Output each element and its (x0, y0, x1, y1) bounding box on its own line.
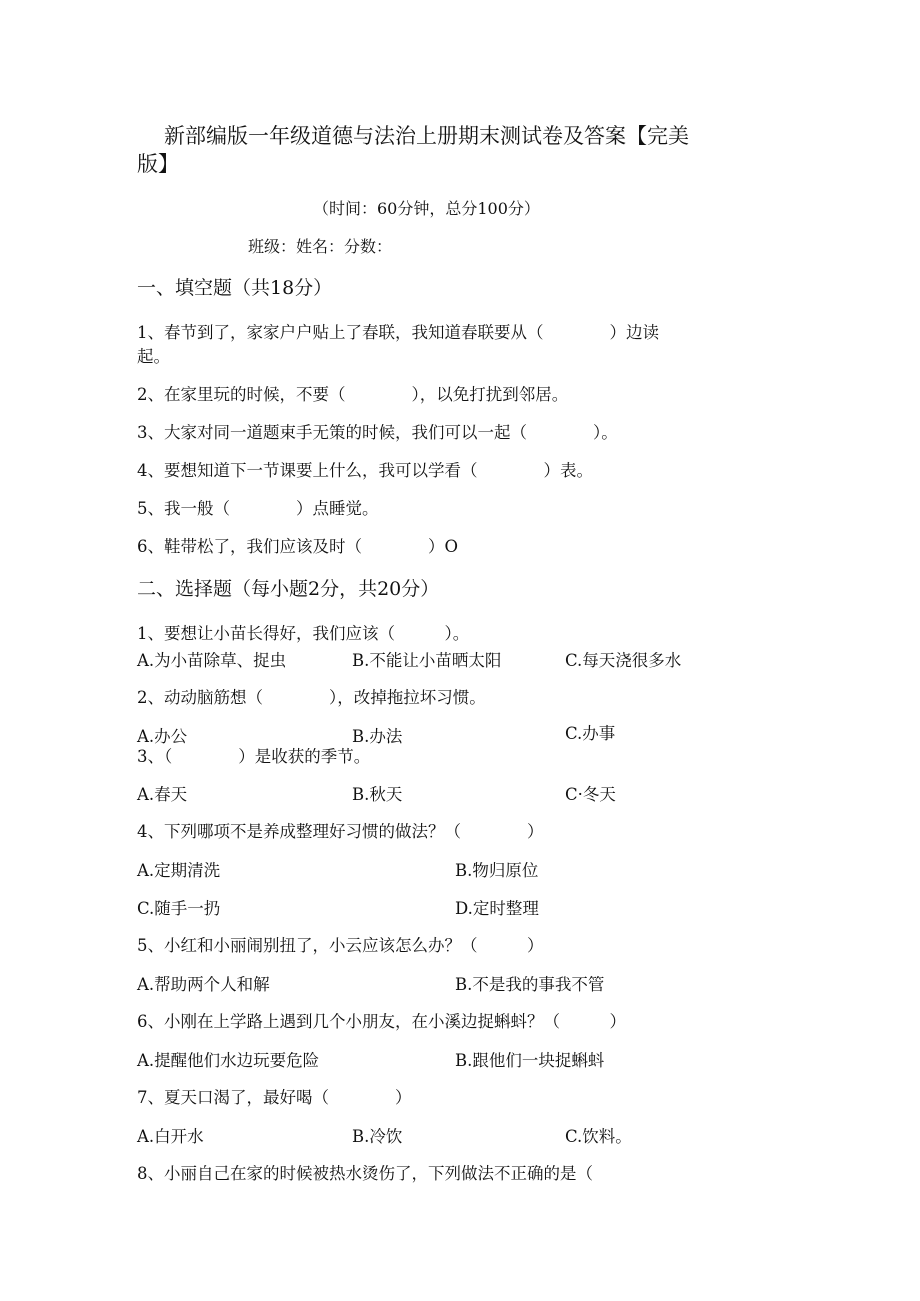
s2-q4-option-b: B.物归原位 (455, 861, 539, 880)
s2-q7-option-c: C.饮料。 (565, 1127, 632, 1146)
s1-question-1-line1: 1、春节到了，家家户户贴上了春联，我知道春联要从（ ）边读 (137, 323, 659, 342)
s2-q3-option-b: B.秋天 (352, 785, 403, 804)
s1-question-1-line2: 起。 (137, 347, 170, 366)
time-info: （时间：60分钟，总分100分） (313, 199, 540, 218)
s2-question-7: 7、夏天口渴了，最好喝（ ） (137, 1088, 412, 1107)
s2-question-6: 6、小刚在上学路上遇到几个小朋友，在小溪边捉蝌蚪？（ ） (137, 1012, 626, 1031)
s2-q1-option-c: C.每天浇很多水 (565, 651, 682, 670)
s2-question-5: 5、小红和小丽闹别扭了，小云应该怎么办？（ ） (137, 936, 544, 955)
s2-question-2: 2、动动脑筋想（ ），改掉拖拉坏习惯。 (137, 688, 486, 707)
s1-question-3: 3、大家对同一道题束手无策的时候，我们可以一起（ ）。 (137, 423, 618, 442)
s2-question-1: 1、要想让小苗长得好，我们应该（ ）。 (137, 624, 470, 643)
s2-q3-option-c: C·冬天 (565, 785, 616, 804)
section1-heading: 一、填空题（共18分） (137, 277, 333, 299)
section2-heading: 二、选择题（每小题2分，共20分） (137, 578, 440, 600)
page-title-line1: 新部编版一年级道德与法治上册期末测试卷及答案【完美 (164, 124, 689, 148)
class-info: 班级：姓名：分数： (248, 237, 393, 256)
s2-q1-option-b: B.不能让小苗晒太阳 (352, 651, 502, 670)
s1-question-2: 2、在家里玩的时候，不要（ ），以免打扰到邻居。 (137, 385, 569, 404)
s2-q5-option-a: A.帮助两个人和解 (137, 975, 270, 994)
s1-question-6: 6、鞋带松了，我们应该及时（ ）O (137, 537, 459, 556)
s2-q1-option-a: A.为小苗除草、捉虫 (137, 651, 287, 670)
s2-question-4: 4、下列哪项不是养成整理好习惯的做法？（ ） (137, 822, 544, 841)
s2-q5-option-b: B.不是我的事我不管 (455, 975, 605, 994)
s2-question-3: 3、（ ）是收获的季节。 (137, 747, 371, 766)
s2-q4-option-c: C.随手一扔 (137, 899, 221, 918)
s2-question-8: 8、小丽自己在家的时候被热水烫伤了，下列做法不正确的是（ (137, 1164, 593, 1183)
s2-q2-option-a: A.办公 (137, 727, 188, 746)
s2-q6-option-b: B.跟他们一块捉蝌蚪 (455, 1051, 605, 1070)
s1-question-5: 5、我一般（ ）点睡觉。 (137, 499, 379, 518)
s2-q3-option-a: A.春天 (137, 785, 188, 804)
s2-q4-option-a: A.定期清洗 (137, 861, 221, 880)
s2-q6-option-a: A.提醒他们水边玩要危险 (137, 1051, 320, 1070)
page-title-line2: 版】 (137, 152, 179, 176)
s2-q2-option-c: C.办事 (565, 724, 616, 743)
s2-q7-option-b: B.冷饮 (352, 1127, 403, 1146)
s2-q2-option-b: B.办法 (352, 727, 403, 746)
s1-question-4: 4、要想知道下一节课要上什么，我可以学看（ ）表。 (137, 461, 593, 480)
s2-q4-option-d: D.定时整理 (455, 899, 539, 918)
s2-q7-option-a: A.白开水 (137, 1127, 204, 1146)
